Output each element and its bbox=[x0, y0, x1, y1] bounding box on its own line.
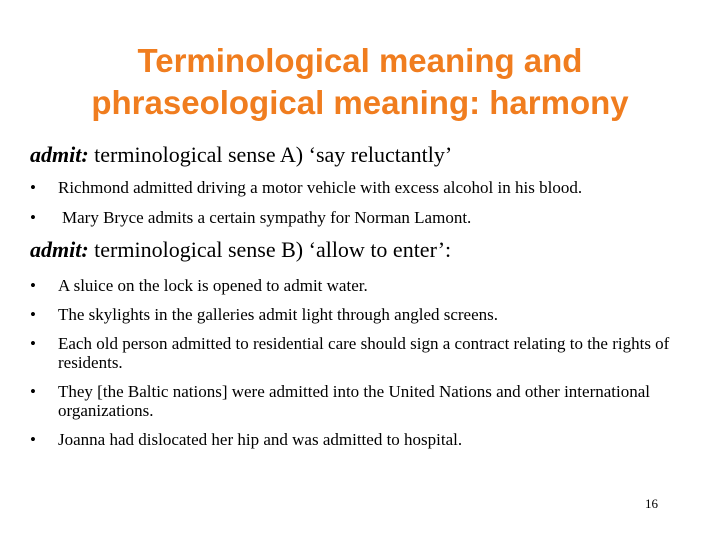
slide-title-line-1: Terminological meaning and bbox=[137, 42, 583, 79]
slide-title-line-2: phraseological meaning: harmony bbox=[91, 84, 629, 121]
slide-title bbox=[20, 40, 700, 124]
list-item-text: Mary Bryce admits a certain sympathy for Norman Lamont. bbox=[62, 208, 472, 227]
list-item bbox=[30, 305, 690, 324]
section-a-list bbox=[30, 178, 690, 238]
section-b-term: admit: bbox=[30, 237, 89, 262]
bullet-icon: • bbox=[30, 305, 36, 324]
bullet-icon: • bbox=[30, 334, 36, 353]
list-item bbox=[30, 430, 690, 449]
list-item-text: The skylights in the galleries admit light through angled screens. bbox=[58, 305, 499, 324]
list-item bbox=[30, 334, 690, 372]
bullet-icon: • bbox=[30, 382, 36, 401]
bullet-icon: • bbox=[30, 208, 36, 227]
list-item-text: Joanna had dislocated her hip and was admitted to hospital. bbox=[58, 430, 463, 449]
list-item bbox=[30, 208, 690, 227]
section-b-list bbox=[30, 276, 690, 459]
list-item-text: Richmond admitted driving a motor vehicle with excess alcohol in his blood. bbox=[58, 178, 583, 197]
section-a-heading bbox=[30, 142, 452, 168]
section-b-heading bbox=[30, 237, 451, 263]
bullet-icon: • bbox=[30, 276, 36, 295]
list-item bbox=[30, 178, 690, 197]
list-item bbox=[30, 382, 690, 420]
list-item-text: Each old person admitted to residential care should sign a contract relating to the rights of residents. bbox=[58, 334, 670, 372]
section-a-term: admit: bbox=[30, 142, 89, 167]
list-item-text: They [the Baltic nations] were admitted into the United Nations and other international organizations. bbox=[58, 382, 650, 420]
section-a-heading-text: terminological sense A) ‘say reluctantly’ bbox=[88, 142, 453, 167]
page-number: 16 bbox=[645, 496, 658, 511]
section-b-heading-text: terminological sense B) ‘allow to enter’: bbox=[88, 237, 452, 262]
bullet-icon: • bbox=[30, 430, 36, 449]
bullet-icon: • bbox=[30, 178, 36, 197]
list-item-text: A sluice on the lock is opened to admit water. bbox=[58, 276, 368, 295]
list-item bbox=[30, 276, 690, 295]
